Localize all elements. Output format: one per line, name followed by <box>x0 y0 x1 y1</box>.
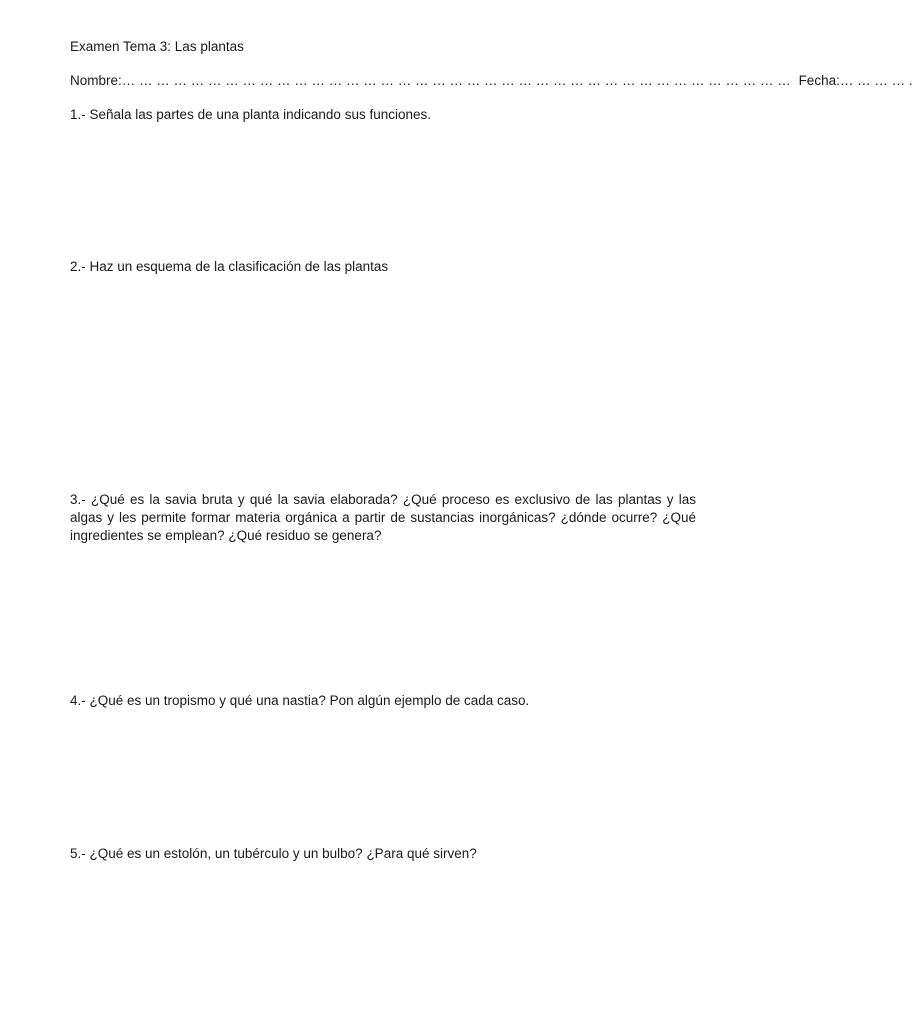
name-field-line: Nombre:… … … … … … … … … … … … … … … … … … … … … … … … … … … … … … … … … … … … … … … <box>70 73 791 88</box>
question-2: 2.- Haz un esquema de la clasificación de las plantas <box>70 259 389 274</box>
question-4: 4.- ¿Qué es un tropismo y qué una nastia? Pon algún ejemplo de cada caso. <box>70 693 530 708</box>
date-field-line: Fecha:… … … … . <box>798 73 913 88</box>
question-1: 1.- Señala las partes de una planta indicando sus funciones. <box>70 107 431 122</box>
question-5: 5.- ¿Qué es un estolón, un tubérculo y un bulbo? ¿Para qué sirven? <box>70 846 477 861</box>
question-3: 3.- ¿Qué es la savia bruta y qué la savia elaborada? ¿Qué proceso es exclusivo de las plantas y las algas y les permite formar materia orgánica a partir de sustancias inorgánicas? ¿dónde ocurre? ¿Qué ingredientes se emplean? ¿Qué residuo se genera? <box>70 492 696 543</box>
exam-title: Examen Tema 3: Las plantas <box>70 39 244 54</box>
student-info-row <box>70 72 913 90</box>
